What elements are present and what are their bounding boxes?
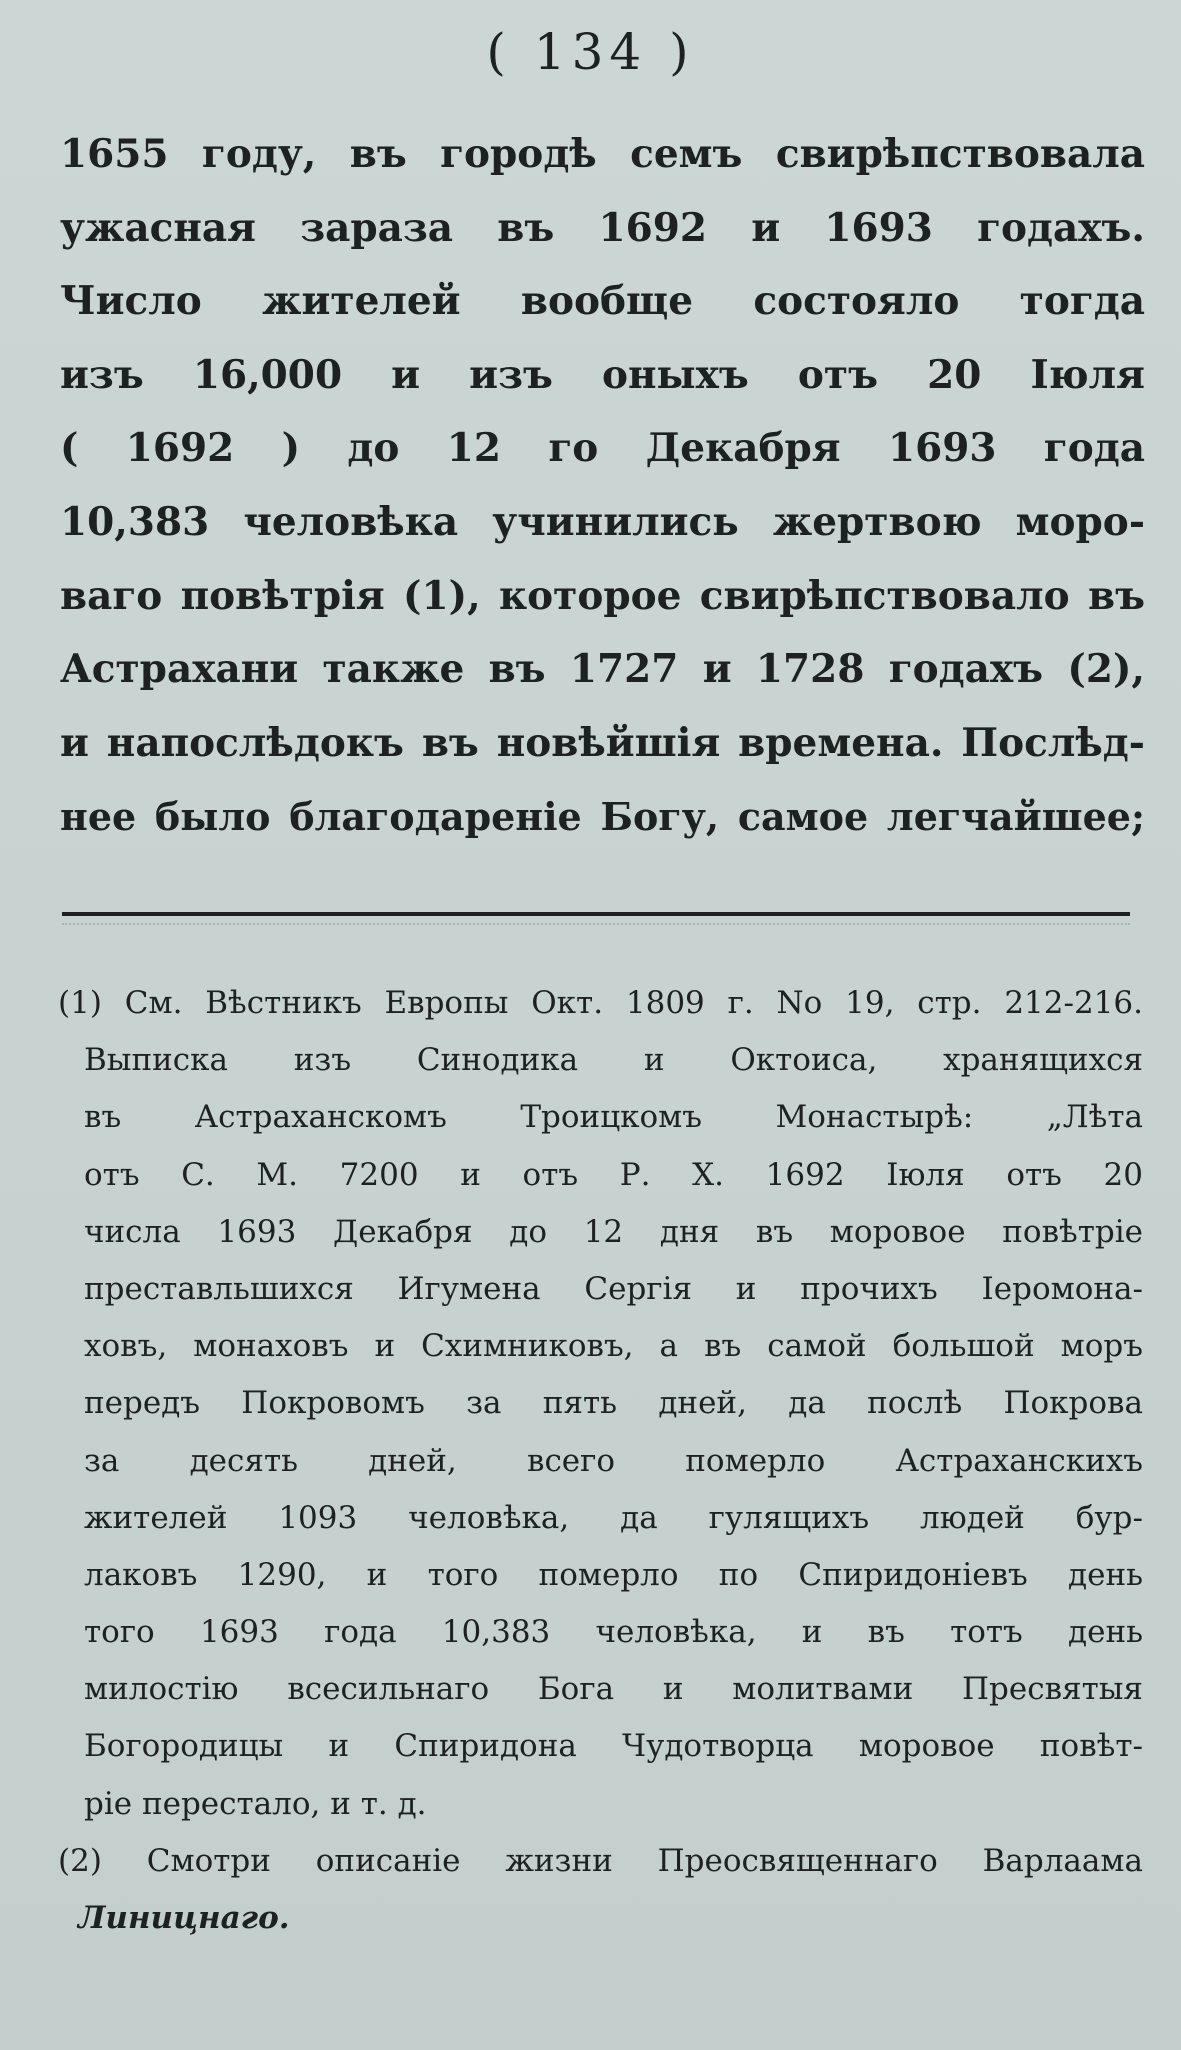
main-text-line: нее было благодареніе Богу, самое легчайшее; <box>60 794 1145 840</box>
footnote-line: числа 1693 Декабря до 12 дня въ моровое повѣтріе <box>84 1213 1143 1250</box>
footnote-line: того 1693 года 10,383 человѣка, и въ тотъ день <box>84 1614 1143 1651</box>
footnote-line: ховъ, монаховъ и Схимниковъ, а въ самой большой моръ <box>84 1328 1143 1365</box>
footnote-line: (2) Смотри описаніе жизни Преосвященнаго Варлаама <box>58 1842 1143 1879</box>
footnote-line: Богородицы и Спиридона Чудотворца моровое повѣт- <box>84 1728 1143 1765</box>
main-text-line: 1655 году, въ городѣ семъ свирѣпствовала <box>60 131 1145 177</box>
footnote-line: лаковъ 1290, и того померло по Спиридоніевъ день <box>84 1556 1143 1593</box>
main-text-block <box>60 118 1145 854</box>
footnote-line: (1) См. Вѣстникъ Европы Окт. 1809 г. No 19, стр. 212-216. <box>58 985 1143 1021</box>
footnote-line: преставльшихся Игумена Сергія и прочихъ Іеромона- <box>84 1270 1143 1307</box>
main-text-line: 10,383 человѣка учинились жертвою моро- <box>60 498 1145 545</box>
footnote-line: въ Астраханскомъ Троицкомъ Монастырѣ: „Лѣта <box>84 1099 1143 1136</box>
main-text-line: и напослѣдокъ въ новѣйшія времена. Послѣд- <box>60 719 1145 766</box>
footnote-line: Выписка изъ Синодика и Октоиса, хранящихся <box>84 1042 1143 1079</box>
footnote-separator-shadow <box>62 923 1130 927</box>
main-text-line: ваго повѣтрія (1), которое свирѣпствовало въ <box>60 572 1145 619</box>
page-number: ( 134 ) <box>486 23 695 81</box>
footnote-line: отъ С. М. 7200 и отъ Р. Х. 1692 Іюля отъ 20 <box>84 1156 1143 1193</box>
footnote-line: передъ Покровомъ за пять дней, да послѣ Покрова <box>84 1385 1143 1422</box>
footnote-separator <box>62 912 1130 916</box>
footnote-line: за десять дней, всего померло Астраханскихъ <box>84 1442 1143 1479</box>
main-text-line: изъ 16,000 и изъ оныхъ отъ 20 Іюля <box>60 351 1145 398</box>
footnotes-block <box>58 975 1143 1947</box>
footnote-line: Линицнаго. <box>78 1900 290 1936</box>
footnote-line: жителей 1093 человѣка, да гулящихъ людей бур- <box>84 1499 1143 1536</box>
footnote-line: ріе перестало, и т. д. <box>84 1785 427 1822</box>
main-text-line: Число жителей вообще состояло тогда <box>60 278 1145 325</box>
main-text-line: ( 1692 ) до 12 го Декабря 1693 года <box>60 425 1145 472</box>
footnote-line: милостію всесильнаго Бога и молитвами Пресвятыя <box>84 1671 1143 1708</box>
main-text-line: Астрахани также въ 1727 и 1728 годахъ (2), <box>60 646 1145 693</box>
main-text-line: ужасная зараза въ 1692 и 1693 годахъ. <box>60 204 1145 251</box>
